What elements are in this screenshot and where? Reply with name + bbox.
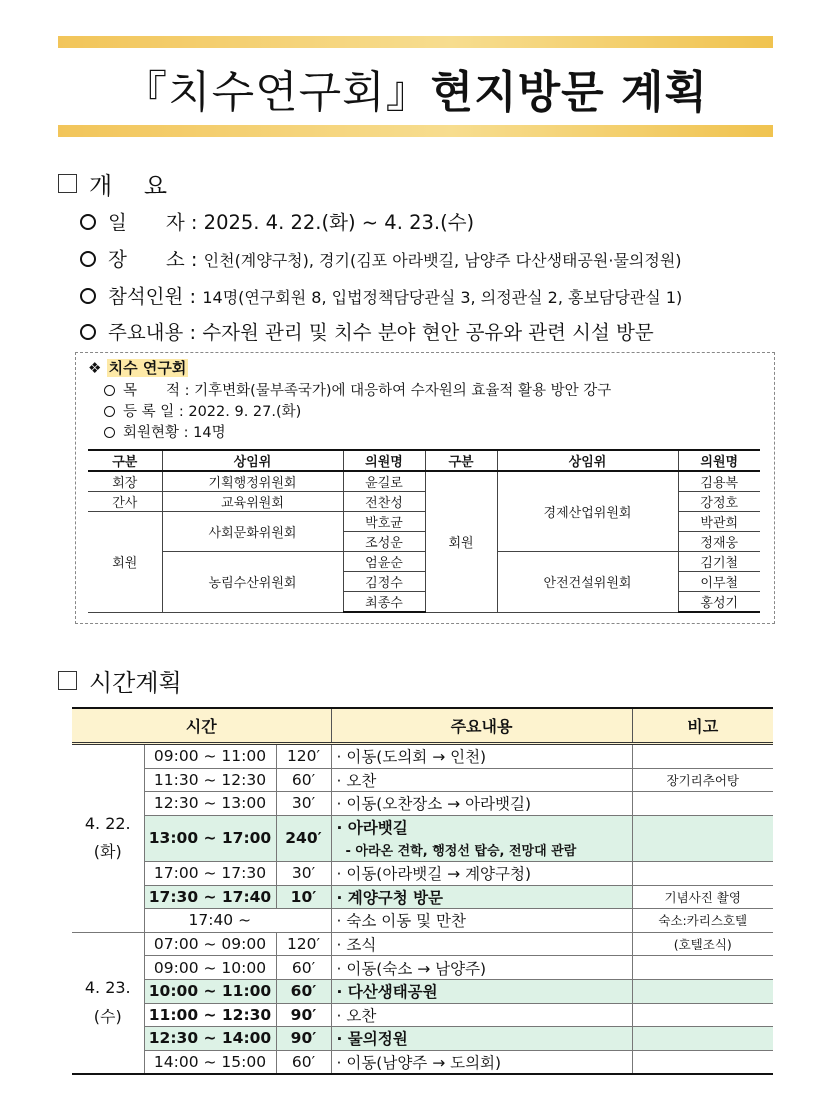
section-schedule-heading: 시간계획: [89, 669, 182, 697]
item-value: 2025. 4. 22.(화) ~ 4. 23.(수): [203, 211, 475, 234]
circle-bullet-icon: [80, 251, 96, 267]
member-table: [88, 449, 760, 613]
club-heading: ❖ 치수 연구회: [88, 359, 187, 377]
title-top-bar: [58, 36, 773, 48]
table-row: 간사 교육위원회 전찬성 강정호: [88, 492, 760, 512]
table-row: 조성운 정재웅: [88, 532, 760, 552]
table-row-sub: - 아라온 견학, 행정선 탑승, 전망대 관람: [72, 838, 773, 861]
table-row: 09:00 ~ 10:00 60′ · 이동(숙소 → 남양주): [72, 956, 773, 980]
overview-item-attendees: 참석인원 : 14명(연구회원 8, 입법정책담당관실 3, 의정관실 2, 홍보담당관실 1): [80, 281, 682, 309]
title-club-name: 『치수연구회』: [123, 67, 431, 118]
day1-date-cell: 4. 22. (화): [72, 744, 144, 933]
circle-bullet-icon: [80, 324, 96, 340]
table-row: 17:40 ~ · 숙소 이동 및 만찬 숙소:카리스호텔: [72, 909, 773, 933]
member-table-header: 구분 상임위 의원명 구분 상임위 의원명: [88, 450, 760, 471]
table-row: 12:30 ~ 13:00 30′ · 이동(오찬장소 → 아라뱃길): [72, 792, 773, 816]
circle-bullet-icon: [80, 288, 96, 304]
club-registration: 등 록 일 : 2022. 9. 27.(화): [104, 400, 301, 421]
section-schedule: [58, 663, 182, 698]
item-label: 참석인원: [108, 285, 184, 308]
item-value: 수자원 관리 및 치수 분야 현안 공유와 관련 시설 방문: [202, 321, 654, 344]
schedule-table: [72, 707, 773, 1075]
title-main: 현지방문 계획: [430, 67, 708, 118]
table-row: 4. 23. (수) 07:00 ~ 09:00 120′ · 조식 (호텔조식): [72, 932, 773, 956]
square-bullet-icon: [58, 174, 77, 193]
table-row: 회장 기획행정위원회 윤길로 회원 경제산업위원회 김용복: [88, 471, 760, 492]
overview-item-date: 일 자 : 2025. 4. 22.(화) ~ 4. 23.(수): [80, 207, 474, 235]
table-row: 11:00 ~ 12:30 90′ · 오찬: [72, 1003, 773, 1027]
circle-bullet-icon: [80, 214, 96, 230]
square-bullet-icon: [58, 671, 77, 690]
circle-bullet-icon: [104, 385, 115, 396]
table-row: 농림수산위원회 엄윤순 안전건설위원회 김기철: [88, 552, 760, 572]
day2-date-cell: 4. 23. (수): [72, 932, 144, 1074]
table-row: 최종수 홍성기: [88, 592, 760, 613]
club-members: 회원현황 : 14명: [104, 421, 226, 442]
circle-bullet-icon: [104, 427, 115, 438]
item-label: 장 소: [108, 248, 185, 271]
table-row: 17:30 ~ 17:40 10′ · 계양구청 방문 기념사진 촬영: [72, 885, 773, 909]
table-row: 김정수 이무철: [88, 572, 760, 592]
item-label: 주요내용: [108, 321, 184, 344]
title-bottom-bar: [58, 125, 773, 137]
table-row: 17:00 ~ 17:30 30′ · 이동(아라뱃길 → 계양구청): [72, 861, 773, 885]
section-overview-heading: 개 요: [89, 172, 167, 200]
item-value: 14명(연구회원 8, 입법정책담당관실 3, 의정관실 2, 홍보담당관실 1): [202, 288, 683, 307]
table-row: 10:00 ~ 11:00 60′ · 다산생태공원: [72, 979, 773, 1003]
circle-bullet-icon: [104, 406, 115, 417]
item-value: 인천(계양구청), 경기(김포 아라뱃길, 남양주 다산생태공원·물의정원): [203, 251, 682, 270]
overview-item-content: 주요내용 : 수자원 관리 및 치수 분야 현안 공유와 관련 시설 방문: [80, 317, 654, 345]
table-row: 11:30 ~ 12:30 60′ · 오찬 장기리추어탕: [72, 768, 773, 792]
club-purpose: 목 적 : 기후변화(물부족국가)에 대응하여 수자원의 효율적 활용 방안 강구: [104, 379, 611, 400]
table-row: 4. 22. (화) 09:00 ~ 11:00 120′ · 이동(도의회 → 인천): [72, 744, 773, 769]
item-label: 일 자: [108, 211, 185, 234]
table-row: 14:00 ~ 15:00 60′ · 이동(남양주 → 도의회): [72, 1050, 773, 1074]
schedule-header: 시간 주요내용 비고: [72, 708, 773, 744]
club-info-box: [75, 352, 775, 624]
table-row: 12:30 ~ 14:00 90′ · 물의정원: [72, 1027, 773, 1051]
table-row: 13:00 ~ 17:00 240′ · 아라뱃길: [72, 815, 773, 838]
section-overview: [58, 166, 167, 201]
page-title: [58, 56, 773, 120]
overview-item-place: 장 소 : 인천(계양구청), 경기(김포 아라뱃길, 남양주 다산생태공원·물의정원): [80, 244, 682, 272]
table-row: 회원 사회문화위원회 박호균 박관희: [88, 512, 760, 532]
